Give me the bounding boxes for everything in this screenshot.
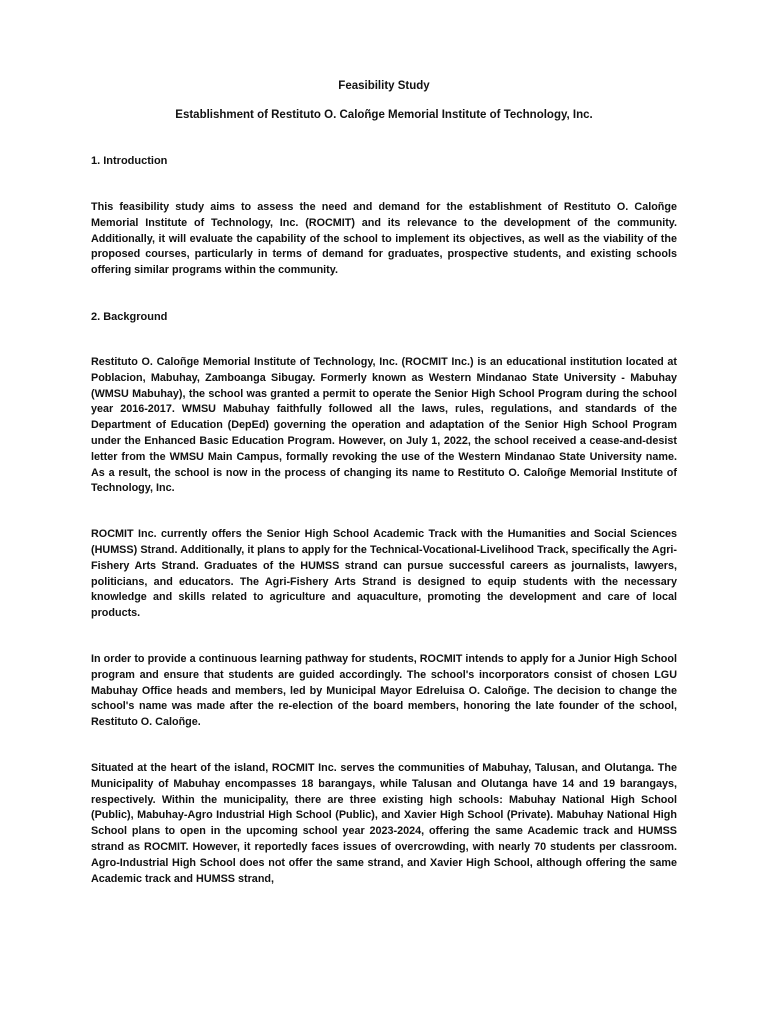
- document-subtitle: Establishment of Restituto O. Caloñge Memorial Institute of Technology, Inc.: [175, 109, 593, 121]
- paragraph-background-3: In order to provide a continuous learning pathway for students, ROCMIT intends to apply for a Junior High School program and ensure that students are guided accordingly. The school's incorporators consist of chosen LGU Mabuhay Office heads and members, led by Municipal Mayor Edreluisa O. Caloñge. The decision to change the school's name was made after the re-election of the board members, honoring the late founder of the school, Restituto O. Caloñge.: [91, 652, 677, 729]
- paragraph-background-2: ROCMIT Inc. currently offers the Senior High School Academic Track with the Humanities and Social Sciences (HUMSS) Strand. Additionally, it plans to apply for the Technical-Vocational-Livelihood Track, specifically the Agri-Fishery Arts Strand. Graduates of the HUMSS strand can pursue successful careers as journalists, lawyers, politicians, and educators. The Agri-Fishery Arts Strand is designed to equip students with the necessary knowledge and skills related to agriculture and aquaculture, promoting the development and care of local products.: [91, 528, 677, 620]
- section-heading-background: 2. Background: [91, 310, 168, 323]
- document-title: Feasibility Study: [338, 80, 430, 92]
- section-heading-introduction: 1. Introduction: [91, 155, 168, 167]
- paragraph-introduction: This feasibility study aims to assess the need and demand for the establishment of Restituto O. Caloñge Memorial Institute of Technology, Inc. (ROCMIT) and its relevance to the development of the community. Additionally, it will evaluate the capability of the school to implement its objectives, as well as the viability of the proposed courses, particularly in terms of demand for graduates, prospective students, and existing schools offering similar programs within the community.: [91, 201, 677, 277]
- paragraph-background-1: Restituto O. Caloñge Memorial Institute of Technology, Inc. (ROCMIT Inc.) is an educational institution located at Poblacion, Mabuhay, Zamboanga Sibugay. Formerly known as Western Mindanao State University - Mabuhay (WMSU Mabuhay), the school was granted a permit to operate the Senior High School Program during the school year 2016-2017. WMSU Mabuhay faithfully followed all the laws, rules, regulations, and standards of the Department of Education (DepEd) governing the operation and adaptation of the Senior High School Program under the Enhanced Basic Education Program. However, on July 1, 2022, the school received a cease-and-desist letter from the WMSU Main Campus, formally revoking the use of the Western Mindanao State University name. As a result, the school is now in the process of changing its name to Restituto O. Caloñge Memorial Institute of Technology, Inc.: [91, 355, 677, 495]
- paragraph-background-4: Situated at the heart of the island, ROCMIT Inc. serves the communities of Mabuhay, Talusan, and Olutanga. The Municipality of Mabuhay encompasses 18 barangays, while Talusan and Olutanga have 14 and 19 barangays, respectively. Within the municipality, there are three existing high schools: Mabuhay National High School (Public), Mabuhay-Agro Industrial High School (Public), and Xavier High School (Private). Mabuhay National High School plans to open in the upcoming school year 2023-2024, offering the same Academic track and HUMSS strand as ROCMIT. However, it reportedly faces issues of overcrowding, with nearly 70 students per classroom. Agro-Industrial High School does not offer the same strand, and Xavier High School, although offering the same Academic track and HUMSS strand,: [91, 761, 677, 885]
